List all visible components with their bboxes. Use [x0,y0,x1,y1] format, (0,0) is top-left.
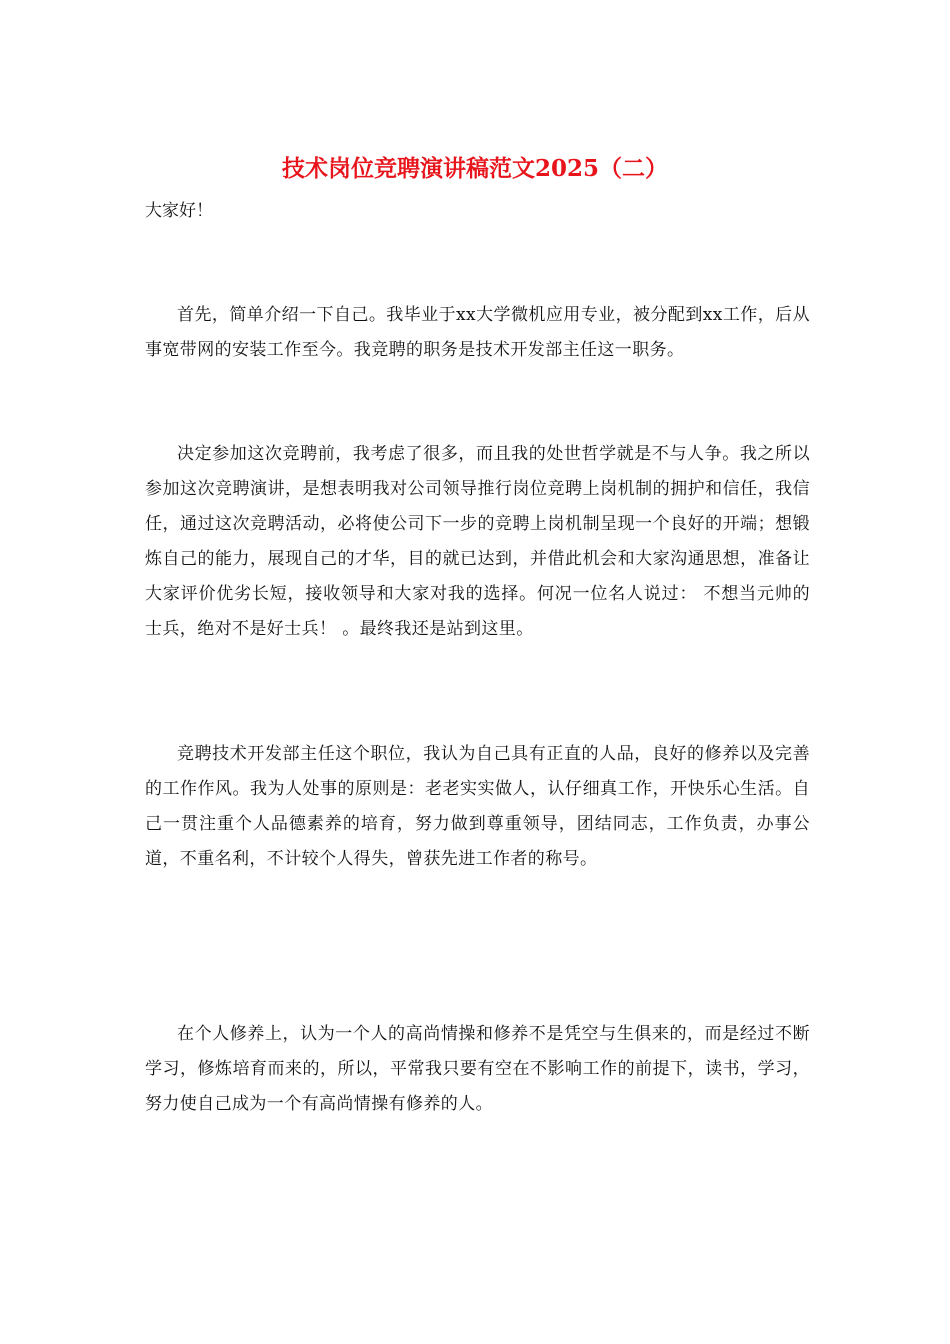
paragraph-self-cultivation: 在个人修养上，认为一个人的高尚情操和修养不是凭空与生俱来的，而是经过不断学习，修炼培育而来的，所以，平常我只要有空在不影响工作的前提下，读书，学习，努力使自己成为一个有高尚情操有修养的人。 [145,1024,810,1114]
paragraph-qualifications: 竞聘技术开发部主任这个职位，我认为自己具有正直的人品，良好的修养以及完善的工作作风。我为人处事的原则是：老老实实做人，认仔细真工作，开快乐心生活。自己一贯注重个人品德素养的培育，努力做到尊重领导，团结同志，工作负责，办事公道，不重名利，不计较个人得失，曾获先进工作者的称号。 [145,744,810,869]
paragraph-motivation: 决定参加这次竞聘前，我考虑了很多，而且我的处世哲学就是不与人争。我之所以参加这次竞聘演讲，是想表明我对公司领导推行岗位竞聘上岗机制的拥护和信任，我信任，通过这次竞聘活动，必将使公司下一步的竞聘上岗机制呈现一个良好的开端；想锻炼自己的能力，展现自己的才华，目的就已达到，并借此机会和大家沟通思想，准备让大家评价优劣长短，接收领导和大家对我的选择。何况一位名人说过： 不想当元帅的士兵，绝对不是好士兵！ 。最终我还是站到这里。 [145,444,810,639]
document-title: 技术岗位竞聘演讲稿范文2025（二） [281,155,668,182]
paragraph-introduction: 首先，简单介绍一下自己。我毕业于xx大学微机应用专业，被分配到xx工作，后从事宽带网的安装工作至今。我竞聘的职务是技术开发部主任这一职务。 [145,305,810,360]
greeting-line: 大家好！ [145,201,213,221]
